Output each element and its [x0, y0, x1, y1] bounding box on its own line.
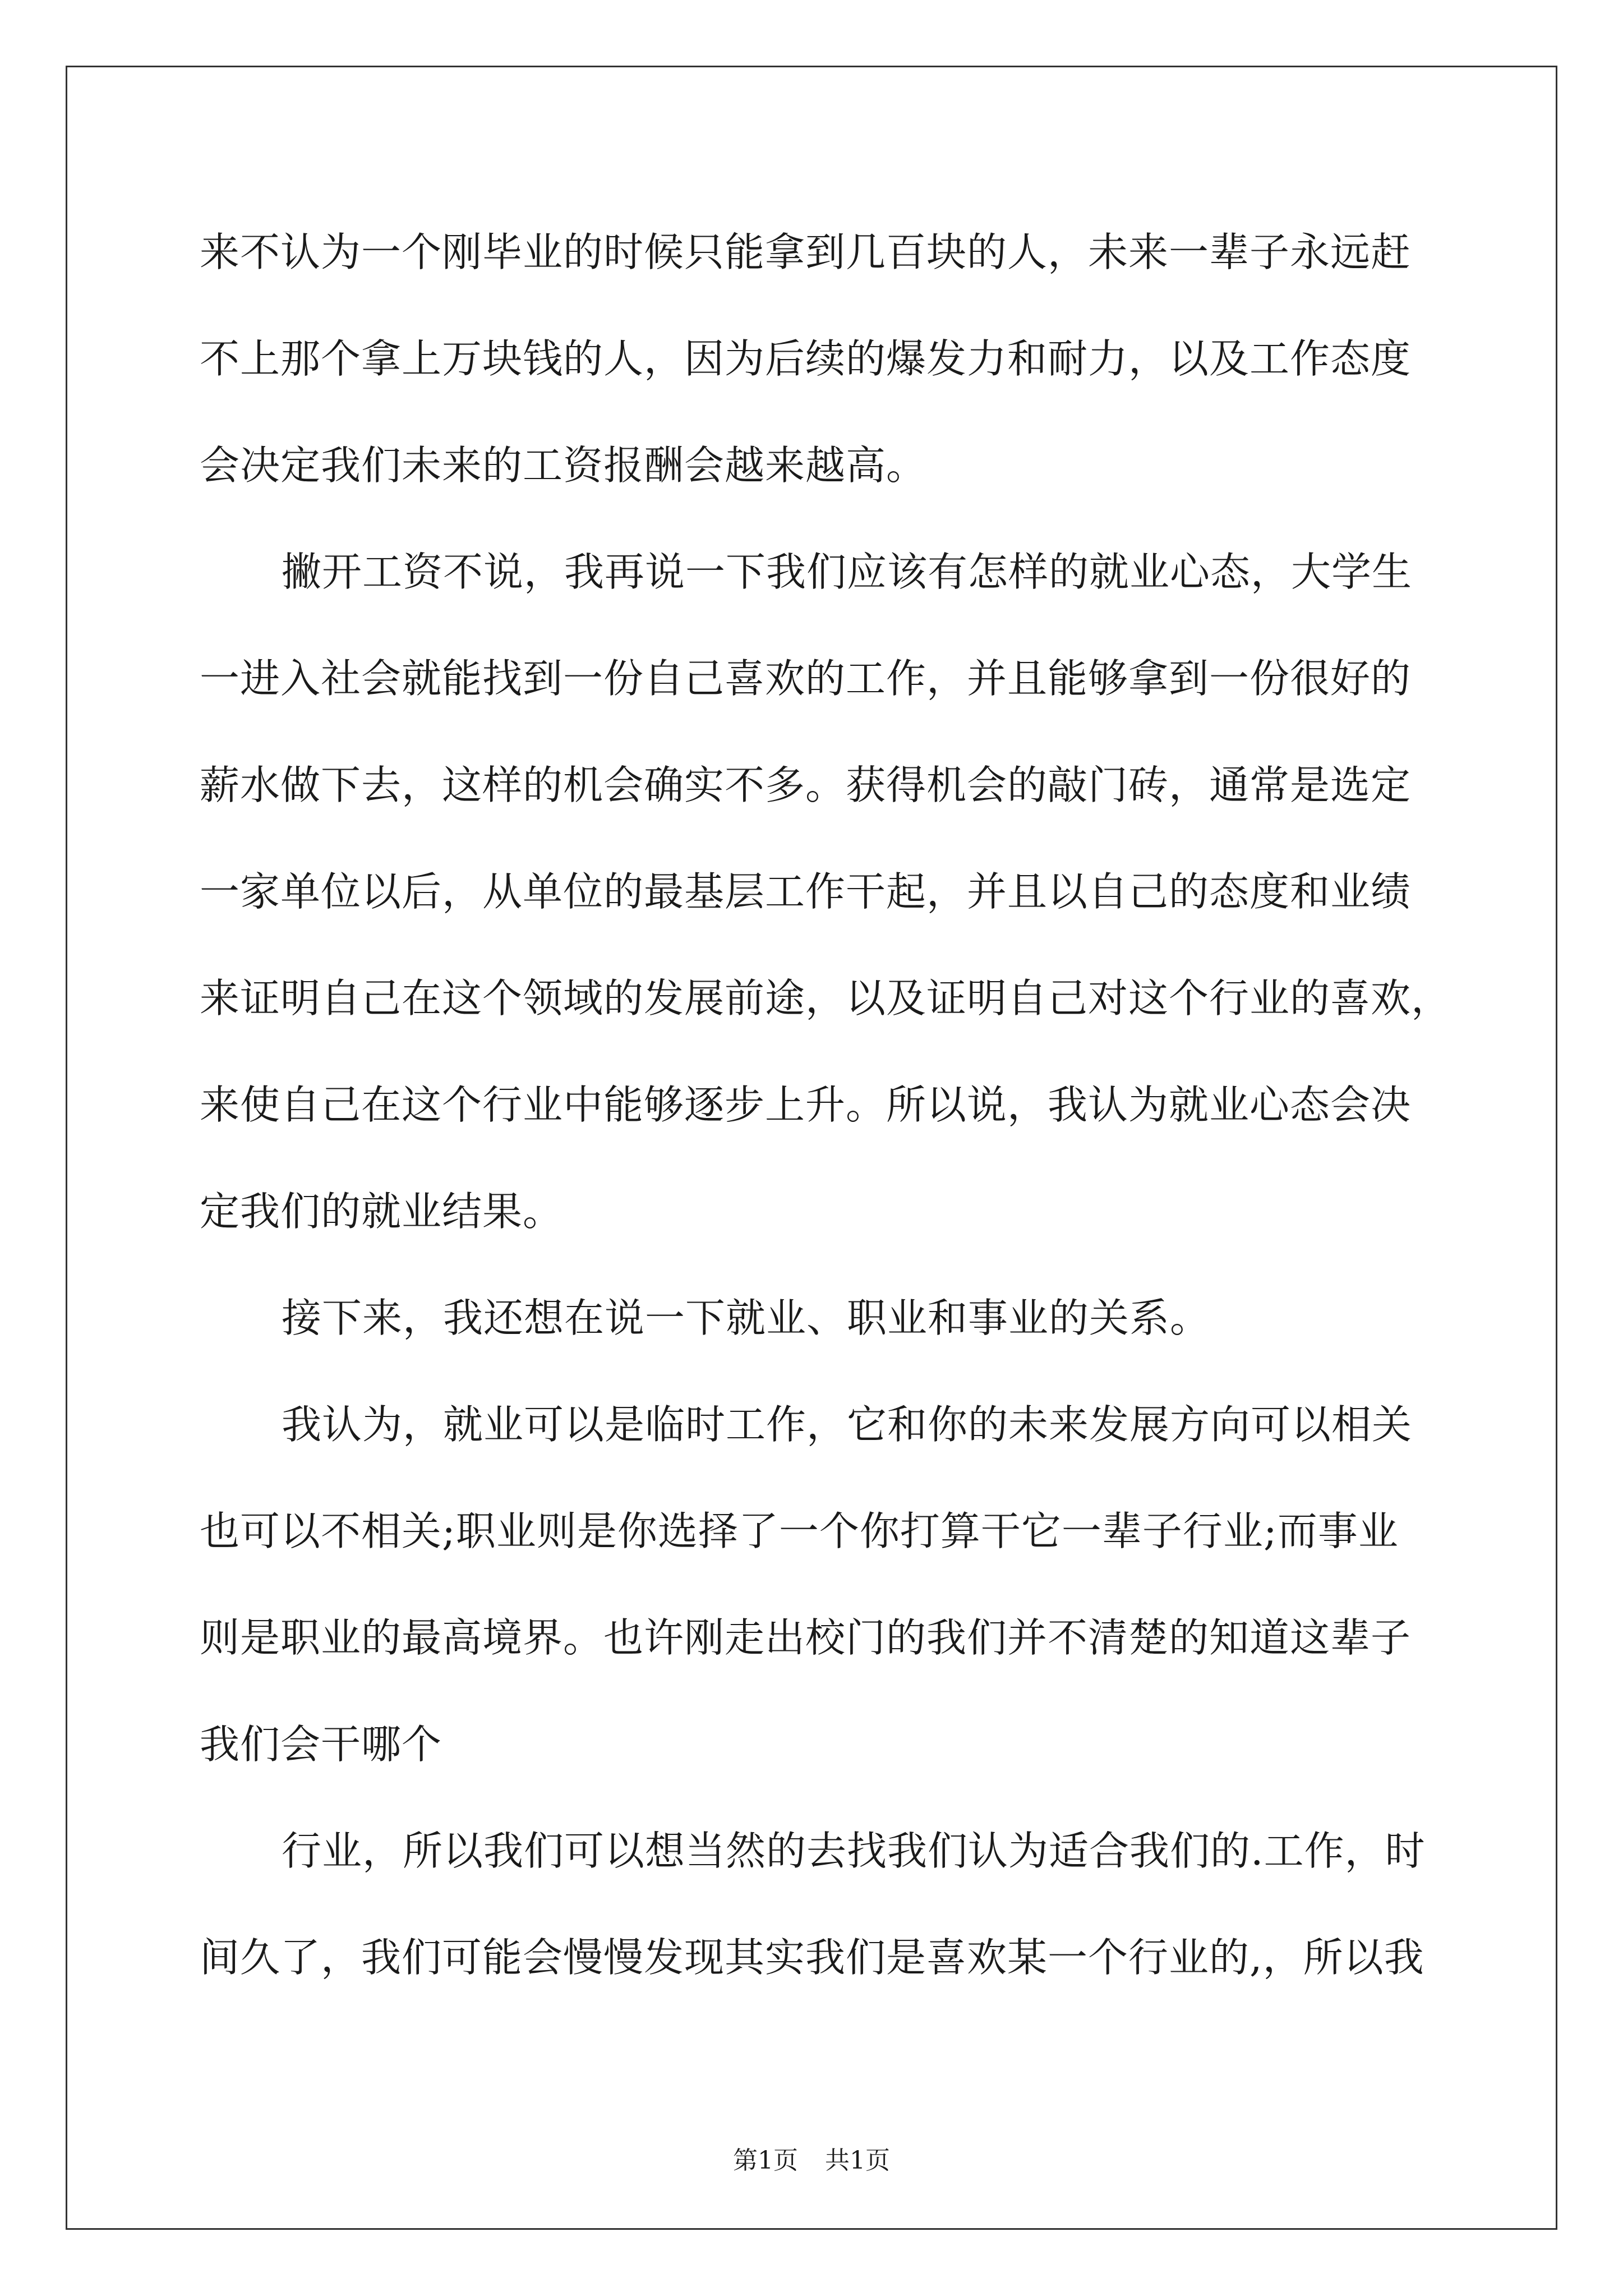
text-line: 来使自己在这个行业中能够逐步上升。所以说，我认为就业心态会决 [200, 1082, 1412, 1128]
page-total: 共1页 [825, 2146, 890, 2175]
text-line: 一进入社会就能找到一份自己喜欢的工作，并且能够拿到一份很好的 [200, 655, 1412, 702]
paragraph-start-line: 我认为，就业可以是临时工作，它和你的未来发展方向可以相关 [282, 1401, 1413, 1448]
text-line: 则是职业的最高境界。也许刚走出校门的我们并不清楚的知道这辈子 [200, 1614, 1412, 1661]
document-body [200, 199, 1450, 2011]
text-line: 会决定我们未来的工资报酬会越来越高。 [200, 442, 927, 489]
paragraph-start-line: 撇开工资不说，我再说一下我们应该有怎样的就业心态，大学生 [282, 549, 1413, 595]
text-line: 一家单位以后，从单位的最基层工作干起，并且以自己的态度和业绩 [200, 868, 1412, 915]
text-line: 薪水做下去，这样的机会确实不多。获得机会的敲门砖，通常是选定 [200, 762, 1412, 808]
page-footer [0, 2140, 1623, 2176]
paragraph-start-line: 行业，所以我们可以想当然的去找我们认为适合我们的.工作，时 [282, 1828, 1426, 1874]
text-line: 定我们的就业结果。 [200, 1188, 564, 1235]
text-line: 来证明自己在这个领域的发展前途，以及证明自己对这个行业的喜欢， [200, 975, 1452, 1022]
text-line: 我们会干哪个 [200, 1721, 442, 1768]
paragraph-start-line: 接下来，我还想在说一下就业、职业和事业的关系。 [282, 1295, 1211, 1341]
text-line: 来不认为一个刚毕业的时候只能拿到几百块的人，未来一辈子永远赶 [200, 229, 1412, 275]
text-line: 间久了，我们可能会慢慢发现其实我们是喜欢某一个行业的,，所以我 [200, 1934, 1424, 1981]
text-line: 不上那个拿上万块钱的人，因为后续的爆发力和耐力，以及工作态度 [200, 335, 1412, 382]
page-number: 第1页 [733, 2146, 798, 2175]
text-line: 也可以不相关;职业则是你选择了一个你打算干它一辈子行业;而事业 [200, 1508, 1399, 1554]
